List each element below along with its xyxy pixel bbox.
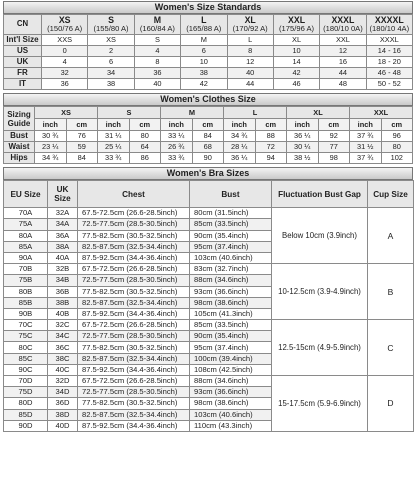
table-cell: 0 [42,46,88,57]
bust-cell: 93cm (36.6inch) [190,286,272,297]
unit-header: cm [381,119,413,131]
chest-cell: 77.5-82.5cm (30.5-32.5inch) [78,286,190,297]
table-cell: 76 [66,131,98,142]
table-cell: 86 [129,153,161,164]
table-cell: 59 [66,142,98,153]
table-cell: 14 [273,57,319,68]
size-code: XXXXL [374,15,404,25]
table-cell: 36 ¼ [224,153,256,164]
bust-cell: 88cm (34.6inch) [190,376,272,387]
fluctuation-header: Fluctuation Bust Gap [272,181,368,208]
cup-size-cell: D [368,376,414,432]
table-cell: 31 ¼ [98,131,130,142]
eu-size-cell: 85C [4,353,48,364]
eu-size-cell: 70A [4,208,48,219]
table-cell: 102 [381,153,413,164]
corner-label: CN [4,15,42,35]
row-label: FR [4,68,42,79]
table-cell: 23 ¼ [35,142,67,153]
table-cell: XXS [42,35,88,46]
chest-cell: 87.5-92.5cm (34.4-36.4inch) [78,420,190,431]
uk-size-cell: 36A [48,230,78,241]
size-detail: (170/92 A) [232,23,268,33]
table-row [4,208,414,219]
row-label: IT [4,79,42,90]
table-cell: 26 ¾ [161,142,193,153]
table-cell: 8 [134,57,180,68]
eu-size-cell: 70C [4,320,48,331]
chest-cell: 82.5-87.5cm (32.5-34.4inch) [78,409,190,420]
bust-cell: 108cm (42.5inch) [190,364,272,375]
uk-size-cell: 38C [48,353,78,364]
size-chart [3,1,413,432]
table-cell: 25 ¼ [98,142,130,153]
uk-size-cell: 38D [48,409,78,420]
chest-cell: 72.5-77.5cm (28.5-30.5inch) [78,331,190,342]
uk-size-cell: 40B [48,308,78,319]
bust-cell: 103cm (40.6inch) [190,409,272,420]
bust-cell: 93cm (36.6inch) [190,387,272,398]
clothes-size-header: XS [35,107,98,119]
size-code: XL [244,15,256,25]
table-cell: 31 ½ [350,142,382,153]
unit-header: cm [192,119,224,131]
table-row [4,57,413,68]
bust-cell: 98cm (38.6inch) [190,297,272,308]
eu-size-cell: 70D [4,376,48,387]
clothes-size-header: XL [287,107,350,119]
uk-size-cell: 40A [48,252,78,263]
table-row [4,142,413,153]
eu-size-cell: 90B [4,308,48,319]
table-cell: 18 - 20 [366,57,412,68]
table-cell: 30 ¾ [35,131,67,142]
table-cell: 46 - 48 [366,68,412,79]
table-cell: 36 [42,79,88,90]
uk-size-cell: 32B [48,264,78,275]
table-cell: 38 ½ [287,153,319,164]
size-code: M [153,15,162,25]
eu-size-cell: 90A [4,252,48,263]
uk-size-cell: 32C [48,320,78,331]
table-cell: 96 [381,131,413,142]
bra-sizes-title: Women's Bra Sizes [3,167,413,180]
table-cell: 16 [320,57,366,68]
chest-cell: 72.5-77.5cm (28.5-30.5inch) [78,219,190,230]
table-cell: 77 [318,142,350,153]
size-detail: (155/80 A) [93,23,129,33]
bust-cell: 110cm (43.3inch) [190,420,272,431]
eu-size-cell: 85A [4,241,48,252]
table-cell: XXL [320,35,366,46]
table-cell: 34 [88,68,134,79]
table-row [4,79,413,90]
table-cell: 12 [227,57,273,68]
unit-header: inch [35,119,67,131]
size-standards-title: Women's Size Standards [3,1,413,14]
eu-size-cell: 85B [4,297,48,308]
table-row [4,264,414,275]
size-detail: (150/76 A) [47,23,83,33]
bust-cell: 83cm (32.7inch) [190,264,272,275]
clothes-units-row [4,119,413,131]
unit-header: cm [255,119,287,131]
table-cell: 37 ¾ [350,131,382,142]
uk-size-cell: 40C [48,364,78,375]
table-cell: 44 [227,79,273,90]
clothes-size-title: Women's Clothes Size [3,93,413,106]
clothes-size-header: L [224,107,287,119]
clothes-size-table [3,106,413,164]
table-cell: 12 [320,46,366,57]
fluctuation-cell: 12.5-15cm (4.9-5.9inch) [272,320,368,376]
uk-size-cell: 36B [48,286,78,297]
clothes-size-header-row [4,107,413,119]
size-column-header [227,15,273,35]
uk-size-cell: 32D [48,376,78,387]
chest-cell: 82.5-87.5cm (32.5-34.4inch) [78,241,190,252]
table-row [4,131,413,142]
table-cell: M [181,35,227,46]
eu-size-header: EU Size [4,181,48,208]
bra-sizes-table [3,180,414,432]
eu-size-cell: 70B [4,264,48,275]
size-code: XXXL [331,15,355,25]
row-label: Bust [4,131,35,142]
size-detail: (175/96 A) [279,23,315,33]
chest-cell: 77.5-82.5cm (30.5-32.5inch) [78,398,190,409]
unit-header: cm [66,119,98,131]
table-cell: 30 ¼ [287,142,319,153]
table-cell: 98 [318,153,350,164]
bust-cell: 100cm (39.4inch) [190,353,272,364]
cup-size-header: Cup Size [368,181,414,208]
uk-size-header: UK Size [48,181,78,208]
unit-header: inch [224,119,256,131]
eu-size-cell: 80D [4,398,48,409]
table-cell: 4 [42,57,88,68]
table-cell: 14 - 16 [366,46,412,57]
uk-size-cell: 40D [48,420,78,431]
bust-cell: 90cm (35.4inch) [190,331,272,342]
table-cell: 33 ¼ [161,131,193,142]
chest-cell: 77.5-82.5cm (30.5-32.5inch) [78,342,190,353]
uk-size-cell: 34B [48,275,78,286]
chest-cell: 72.5-77.5cm (28.5-30.5inch) [78,275,190,286]
size-column-header [42,15,88,35]
clothes-size-header: XXL [350,107,413,119]
size-detail: (165/88 A) [186,23,222,33]
chest-cell: 67.5-72.5cm (26.6-28.5inch) [78,376,190,387]
table-row [4,153,413,164]
bust-cell: 98cm (38.6inch) [190,398,272,409]
bra-header-row [4,181,414,208]
table-cell: 50 - 52 [366,79,412,90]
row-label: Int'l Size [4,35,42,46]
table-cell: 36 ¼ [287,131,319,142]
table-row [4,68,413,79]
bust-cell: 95cm (37.4inch) [190,342,272,353]
bust-header: Bust [190,181,272,208]
table-cell: 72 [255,142,287,153]
uk-size-cell: 32A [48,208,78,219]
table-cell: XXXL [366,35,412,46]
eu-size-cell: 75A [4,219,48,230]
table-cell: 10 [181,57,227,68]
eu-size-cell: 80A [4,230,48,241]
table-cell: 33 ¾ [161,153,193,164]
uk-size-cell: 34C [48,331,78,342]
table-cell: 6 [88,57,134,68]
eu-size-cell: 80C [4,342,48,353]
table-cell: 48 [320,79,366,90]
chest-cell: 77.5-82.5cm (30.5-32.5inch) [78,230,190,241]
table-cell: 40 [227,68,273,79]
size-column-header [320,15,366,35]
row-label: Hips [4,153,35,164]
row-label: US [4,46,42,57]
sizing-guide-label: Sizing Guide [4,107,35,131]
size-column-header [134,15,180,35]
uk-size-cell: 38A [48,241,78,252]
table-cell: 94 [255,153,287,164]
table-cell: 42 [273,68,319,79]
size-code: S [108,15,114,25]
uk-size-cell: 38B [48,297,78,308]
eu-size-cell: 85D [4,409,48,420]
uk-size-cell: 36C [48,342,78,353]
unit-header: inch [287,119,319,131]
row-label: Waist [4,142,35,153]
chest-header: Chest [78,181,190,208]
fluctuation-cell: 10-12.5cm (3.9-4.9inch) [272,264,368,320]
bust-cell: 105cm (41.3inch) [190,308,272,319]
table-cell: 32 [42,68,88,79]
row-label: UK [4,57,42,68]
unit-header: inch [161,119,193,131]
table-cell: 10 [273,46,319,57]
table-cell: 68 [192,142,224,153]
table-cell: 4 [134,46,180,57]
size-standards-table [3,14,413,90]
table-cell: 28 ¼ [224,142,256,153]
table-cell: L [227,35,273,46]
cup-size-cell: A [368,208,414,264]
unit-header: inch [98,119,130,131]
table-cell: 33 ¾ [98,153,130,164]
table-cell: 38 [181,68,227,79]
table-cell: 84 [192,131,224,142]
size-detail: (180/10 0A) [323,23,363,33]
chest-cell: 67.5-72.5cm (26.6-28.5inch) [78,320,190,331]
bust-cell: 90cm (35.4inch) [190,230,272,241]
chest-cell: 87.5-92.5cm (34.4-36.4inch) [78,308,190,319]
bust-cell: 88cm (34.6inch) [190,275,272,286]
table-cell: 92 [318,131,350,142]
eu-size-cell: 75B [4,275,48,286]
size-column-header [366,15,412,35]
table-cell: 40 [134,79,180,90]
uk-size-cell: 34A [48,219,78,230]
table-cell: 80 [129,131,161,142]
eu-size-cell: 75C [4,331,48,342]
table-cell: XS [88,35,134,46]
table-cell: 38 [88,79,134,90]
chest-cell: 87.5-92.5cm (34.4-36.4inch) [78,364,190,375]
bust-cell: 95cm (37.4inch) [190,241,272,252]
fluctuation-cell: 15-17.5cm (5.9-6.9inch) [272,376,368,432]
table-cell: 46 [273,79,319,90]
clothes-size-header: M [161,107,224,119]
chest-cell: 87.5-92.5cm (34.4-36.4inch) [78,252,190,263]
eu-size-cell: 90C [4,364,48,375]
size-column-header [88,15,134,35]
unit-header: inch [350,119,382,131]
table-row [4,46,413,57]
chest-cell: 72.5-77.5cm (28.5-30.5inch) [78,387,190,398]
table-cell: XL [273,35,319,46]
table-cell: 84 [66,153,98,164]
eu-size-cell: 80B [4,286,48,297]
table-cell: 2 [88,46,134,57]
unit-header: cm [129,119,161,131]
bust-cell: 103cm (40.6inch) [190,252,272,263]
table-cell: 88 [255,131,287,142]
size-code: XXL [288,15,306,25]
table-row [4,35,413,46]
table-row [4,376,414,387]
size-detail: (160/84 A) [139,23,175,33]
size-standards-header-row [4,15,413,35]
cup-size-cell: B [368,264,414,320]
table-cell: 90 [192,153,224,164]
bust-cell: 85cm (33.5inch) [190,320,272,331]
table-cell: 36 [134,68,180,79]
table-cell: 34 ¾ [224,131,256,142]
unit-header: cm [318,119,350,131]
size-column-header [273,15,319,35]
bust-cell: 85cm (33.5inch) [190,219,272,230]
size-detail: (180/10 4A) [369,23,410,33]
chest-cell: 82.5-87.5cm (32.5-34.4inch) [78,297,190,308]
cup-size-cell: C [368,320,414,376]
table-cell: 42 [181,79,227,90]
table-cell: 37 ¾ [350,153,382,164]
size-column-header [181,15,227,35]
clothes-size-header: S [98,107,161,119]
table-cell: S [134,35,180,46]
chest-cell: 67.5-72.5cm (26.6-28.5inch) [78,208,190,219]
table-cell: 44 [320,68,366,79]
table-cell: 80 [381,142,413,153]
eu-size-cell: 90D [4,420,48,431]
fluctuation-cell: Below 10cm (3.9inch) [272,208,368,264]
table-cell: 6 [181,46,227,57]
table-cell: 64 [129,142,161,153]
uk-size-cell: 36D [48,398,78,409]
table-row [4,320,414,331]
chest-cell: 82.5-87.5cm (32.5-34.4inch) [78,353,190,364]
size-code: XS [58,15,71,25]
uk-size-cell: 34D [48,387,78,398]
eu-size-cell: 75D [4,387,48,398]
table-cell: 8 [227,46,273,57]
chest-cell: 67.5-72.5cm (26.6-28.5inch) [78,264,190,275]
bust-cell: 80cm (31.5inch) [190,208,272,219]
size-code: L [201,15,207,25]
table-cell: 34 ¾ [35,153,67,164]
